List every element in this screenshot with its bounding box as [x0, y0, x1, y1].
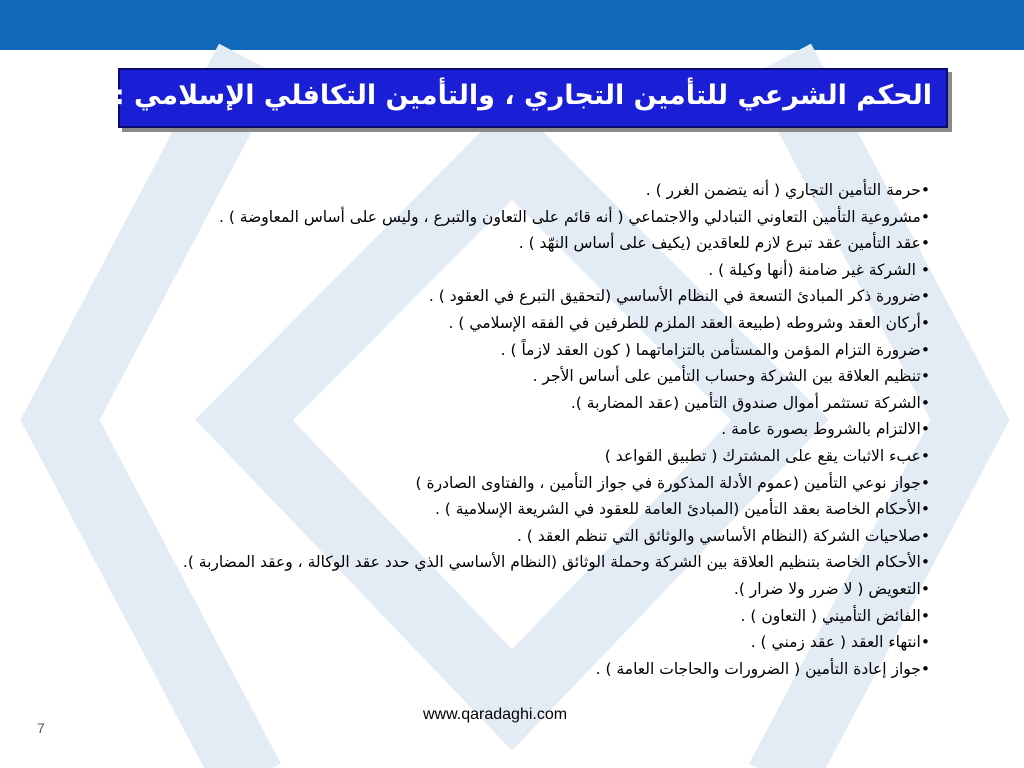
list-item: •الفائض التأميني ( التعاون ) .	[740, 606, 930, 625]
slide-title: الحكم الشرعي للتأمين التجاري ، والتأمين التكافلي الإسلامي :	[113, 80, 932, 111]
page-number: 7	[37, 720, 45, 736]
list-item: •الأحكام الخاصة بتنظيم العلاقة بين الشركة وحملة الوثائق (النظام الأساسي الذي حدد عقد الوكالة ، وعقد المضاربة ).	[182, 553, 930, 572]
slide-title-box	[113, 68, 948, 128]
list-item: •عقد التأمين عقد تبرع لازم للعاقدين (يكيف على أساس النهّد ) .	[518, 234, 930, 253]
bullet-marker: •	[920, 633, 930, 652]
bullet-marker: •	[920, 260, 930, 279]
list-item: •انتهاء العقد ( عقد زمني ) .	[750, 633, 930, 652]
bullet-marker: •	[920, 287, 930, 306]
bullet-list	[50, 177, 930, 682]
bullet-marker: •	[920, 340, 930, 359]
footer-url[interactable]: www.qaradaghi.com	[423, 706, 568, 723]
list-item: •عبء الاثبات يقع على المشترك ( تطبيق القواعد )	[604, 446, 930, 465]
bullet-marker: •	[920, 207, 930, 226]
list-item: •ضرورة التزام المؤمن والمستأمن بالتزاماتهما ( كون العقد لازماً ) .	[500, 340, 930, 359]
bullet-marker: •	[920, 473, 930, 492]
list-item: •الشركة تستثمر أموال صندوق التأمين (عقد المضاربة ).	[570, 393, 930, 412]
list-item: •تنظيم العلاقة بين الشركة وحساب التأمين على أساس الأجر .	[532, 367, 930, 386]
list-item: •حرمة التأمين التجاري ( أنه يتضمن الغرر ) .	[645, 181, 930, 199]
bullet-marker: •	[920, 393, 930, 412]
list-item: •الالتزام بالشروط بصورة عامة .	[721, 420, 930, 439]
bullet-marker: •	[920, 234, 930, 253]
bullet-marker: •	[920, 367, 930, 386]
list-item: •ضرورة ذكر المبادئ التسعة في النظام الأساسي (لتحقيق التبرع في العقود ) .	[428, 287, 930, 306]
list-item: •صلاحيات الشركة (النظام الأساسي والوثائق التي تنظم العقد ) .	[516, 526, 930, 545]
list-item: •أركان العقد وشروطه (طبيعة العقد الملزم للطرفين في الفقه الإسلامي ) .	[448, 313, 930, 332]
list-item: •التعويض ( لا ضرر ولا ضرار ).	[733, 579, 930, 598]
list-item: • الشركة غير ضامنة (أنها وكيلة ) .	[708, 260, 930, 279]
bullet-marker: •	[920, 420, 930, 439]
bullet-marker: •	[920, 313, 930, 332]
list-item: •الأحكام الخاصة بعقد التأمين (المبادئ العامة للعقود في الشريعة الإسلامية ) .	[434, 500, 930, 519]
bullet-marker: •	[920, 446, 930, 465]
bullet-marker: •	[920, 500, 930, 519]
list-item: •مشروعية التأمين التعاوني التبادلي والاجتماعي ( أنه قائم على التعاون والتبرع ، وليس على أساس المعاوضة ) .	[218, 207, 930, 226]
bullet-marker: •	[920, 606, 930, 625]
list-item: •جواز نوعي التأمين (عموم الأدلة المذكورة في جواز التأمين ، والفتاوى الصادرة )	[415, 473, 930, 492]
bullet-marker: •	[920, 553, 930, 572]
bullet-marker: •	[920, 579, 930, 598]
list-item: •جواز إعادة التأمين ( الضرورات والحاجات العامة ) .	[595, 659, 930, 678]
bullet-marker: •	[920, 181, 930, 199]
bullet-marker: •	[920, 526, 930, 545]
bullet-marker: •	[920, 659, 930, 678]
